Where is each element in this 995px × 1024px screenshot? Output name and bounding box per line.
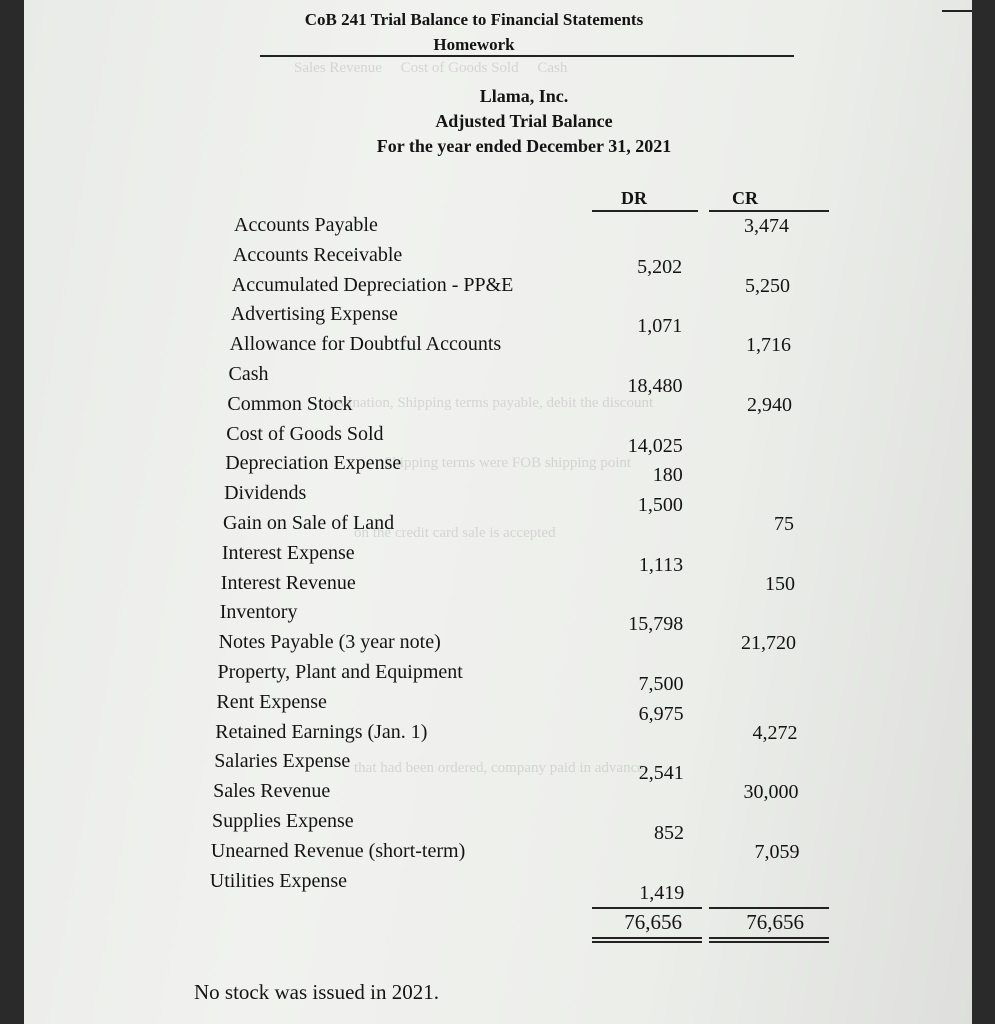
debit-amount: 14,025 bbox=[627, 434, 683, 457]
account-name: Cash bbox=[228, 363, 269, 385]
account-name: Accounts Receivable bbox=[232, 243, 403, 266]
credit-amount: 75 bbox=[774, 513, 794, 535]
subtitle: Homework bbox=[433, 35, 515, 54]
dr-double-rule-b bbox=[592, 941, 702, 943]
account-name: Dividends bbox=[224, 482, 307, 505]
bleed-through-text: Sales Revenue Cost of Goods Sold Cash bbox=[294, 60, 568, 76]
dr-double-rule-a bbox=[592, 937, 702, 939]
account-name: Advertising Expense bbox=[230, 303, 398, 326]
footnote: No stock was issued in 2021. bbox=[194, 980, 439, 1004]
top-rule bbox=[942, 10, 972, 12]
account-name: Rent Expense bbox=[216, 690, 327, 713]
debit-amount: 1,113 bbox=[638, 553, 684, 576]
account-name: Accounts Payable bbox=[234, 214, 378, 236]
account-name: Depreciation Expense bbox=[225, 452, 402, 475]
account-name: Sales Revenue bbox=[213, 780, 331, 803]
credit-amount: 150 bbox=[765, 572, 795, 595]
cr-double-rule-a bbox=[709, 937, 829, 939]
dr-column-header: DR bbox=[621, 188, 647, 208]
account-name: Unearned Revenue (short-term) bbox=[210, 839, 466, 862]
credit-amount: 2,940 bbox=[747, 393, 792, 416]
account-name: Gain on Sale of Land bbox=[223, 512, 395, 534]
account-name: Property, Plant and Equipment bbox=[217, 661, 463, 683]
credit-amount: 4,272 bbox=[752, 721, 798, 744]
dr-total: 76,656 bbox=[624, 910, 682, 934]
credit-amount: 3,474 bbox=[744, 215, 789, 237]
statement-title: Adjusted Trial Balance bbox=[435, 111, 613, 131]
account-name: Interest Revenue bbox=[220, 571, 356, 594]
debit-amount: 6,975 bbox=[638, 702, 684, 725]
cr-column-header: CR bbox=[732, 188, 758, 208]
debit-amount: 2,541 bbox=[638, 762, 684, 785]
bleed-through-text: that had been ordered, company paid in advance bbox=[354, 760, 644, 776]
debit-amount: 852 bbox=[654, 822, 684, 844]
account-name: Allowance for Doubtful Accounts bbox=[229, 333, 502, 356]
debit-amount: 15,798 bbox=[628, 613, 684, 636]
account-name: Notes Payable (3 year note) bbox=[218, 631, 441, 654]
debit-amount: 1,419 bbox=[639, 881, 685, 904]
account-name: Salaries Expense bbox=[214, 750, 351, 773]
debit-amount: 5,202 bbox=[637, 255, 683, 278]
company-name: Llama, Inc. bbox=[479, 86, 569, 106]
account-name: Inventory bbox=[219, 601, 298, 624]
account-name: Retained Earnings (Jan. 1) bbox=[215, 720, 428, 743]
credit-amount: 7,059 bbox=[754, 840, 800, 863]
bleed-through-text: Shipping terms were FOB shipping point bbox=[384, 455, 632, 471]
bleed-through-text: on the credit card sale is accepted bbox=[354, 525, 556, 541]
debit-amount: 180 bbox=[652, 464, 683, 487]
dr-header-rule bbox=[592, 210, 698, 212]
cr-header-rule bbox=[709, 210, 829, 212]
credit-amount: 5,250 bbox=[745, 274, 790, 297]
account-name: Accumulated Depreciation - PP&E bbox=[231, 273, 514, 296]
cr-double-rule-b bbox=[709, 941, 829, 943]
credit-amount: 21,720 bbox=[741, 632, 796, 655]
cr-total-rule bbox=[709, 907, 829, 909]
course-title: CoB 241 Trial Balance to Financial Statements bbox=[304, 10, 644, 29]
header-rule bbox=[260, 55, 794, 57]
document-page bbox=[24, 0, 972, 1024]
debit-amount: 7,500 bbox=[638, 673, 684, 695]
account-name: Common Stock bbox=[227, 392, 353, 415]
account-name: Utilities Expense bbox=[209, 869, 347, 892]
statement-period: For the year ended December 31, 2021 bbox=[376, 136, 672, 156]
credit-amount: 30,000 bbox=[743, 781, 799, 804]
dr-total-rule bbox=[592, 907, 702, 909]
cr-total: 76,656 bbox=[746, 910, 804, 934]
bleed-through-text: destination, Shipping terms payable, debit the discount bbox=[324, 395, 654, 411]
debit-amount: 18,480 bbox=[627, 375, 683, 397]
debit-amount: 1,500 bbox=[637, 494, 683, 517]
account-name: Interest Expense bbox=[221, 541, 355, 564]
debit-amount: 1,071 bbox=[637, 315, 683, 338]
account-name: Supplies Expense bbox=[212, 810, 354, 832]
credit-amount: 1,716 bbox=[746, 334, 791, 357]
account-name: Cost of Goods Sold bbox=[226, 422, 384, 445]
